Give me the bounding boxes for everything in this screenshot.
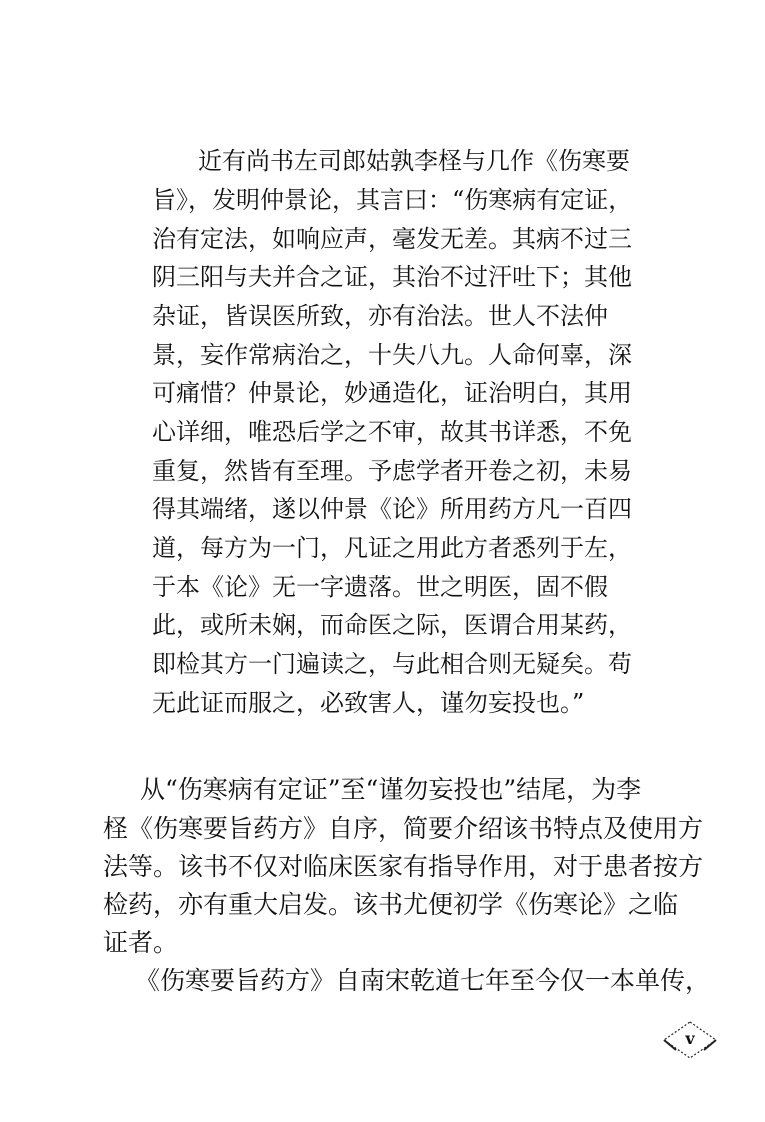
commentary-line: 法等。该书不仅对临床医家有指导作用，对于患者按方 xyxy=(103,852,704,881)
commentary-line: 柽《伤寒要旨药方》自序，简要介绍该书特点及使用方 xyxy=(103,814,704,843)
quote-line: 于本《论》无一字遗落。世之明医，固不假 xyxy=(152,573,608,601)
quote-line: 即检其方一门遍读之，与此相合则无疑矣。苟 xyxy=(152,650,632,678)
quote-line: 重复，然皆有至理。予虑学者开卷之初，未易 xyxy=(152,457,632,485)
quote-line: 可痛惜？仲景论，妙通造化，证治明白，其用 xyxy=(152,379,632,407)
page-number xyxy=(662,1020,718,1060)
quote-line: 杂证，皆误医所致，亦有治法。世人不法仲 xyxy=(152,302,608,330)
quote-line: 治有定法，如响应声，毫发无差。其病不过三 xyxy=(152,225,632,253)
quote-line: 道，每方为一门，凡证之用此方者悉列于左， xyxy=(152,534,632,562)
quote-line: 景，妄作常病治之，十失八九。人命何辜，深 xyxy=(152,341,632,369)
quote-line: 阴三阳与夫并合之证，其治不过汗吐下；其他 xyxy=(152,263,632,291)
quote-line: 近有尚书左司郎姑孰李柽与几作《伤寒要 xyxy=(198,147,630,175)
next-paragraph-line: 《伤寒要旨药方》自南宋乾道七年至今仅一本单传， xyxy=(135,966,711,995)
commentary-line: 证者。 xyxy=(103,928,179,957)
commentary-line: 检药，亦有重大启发。该书尤便初学《伤寒论》之临 xyxy=(103,890,679,919)
quote-line: 无此证而服之，必致害人，谨勿妄投也。” xyxy=(152,689,585,717)
quote-line: 此，或所未娴，而命医之际，医谓合用某药， xyxy=(152,611,632,639)
commentary-line: 从“伤寒病有定证”至“谨勿妄投也”结尾，为李 xyxy=(140,775,642,804)
quote-line: 旨》，发明仲景论，其言曰：“伤寒病有定证， xyxy=(152,186,633,214)
quote-line: 得其端绪，遂以仲景《论》所用药方凡一百四 xyxy=(152,495,632,523)
quote-line: 心详细，唯恐后学之不审，故其书详悉，不免 xyxy=(152,418,632,446)
page-number-text: v xyxy=(685,1029,695,1048)
